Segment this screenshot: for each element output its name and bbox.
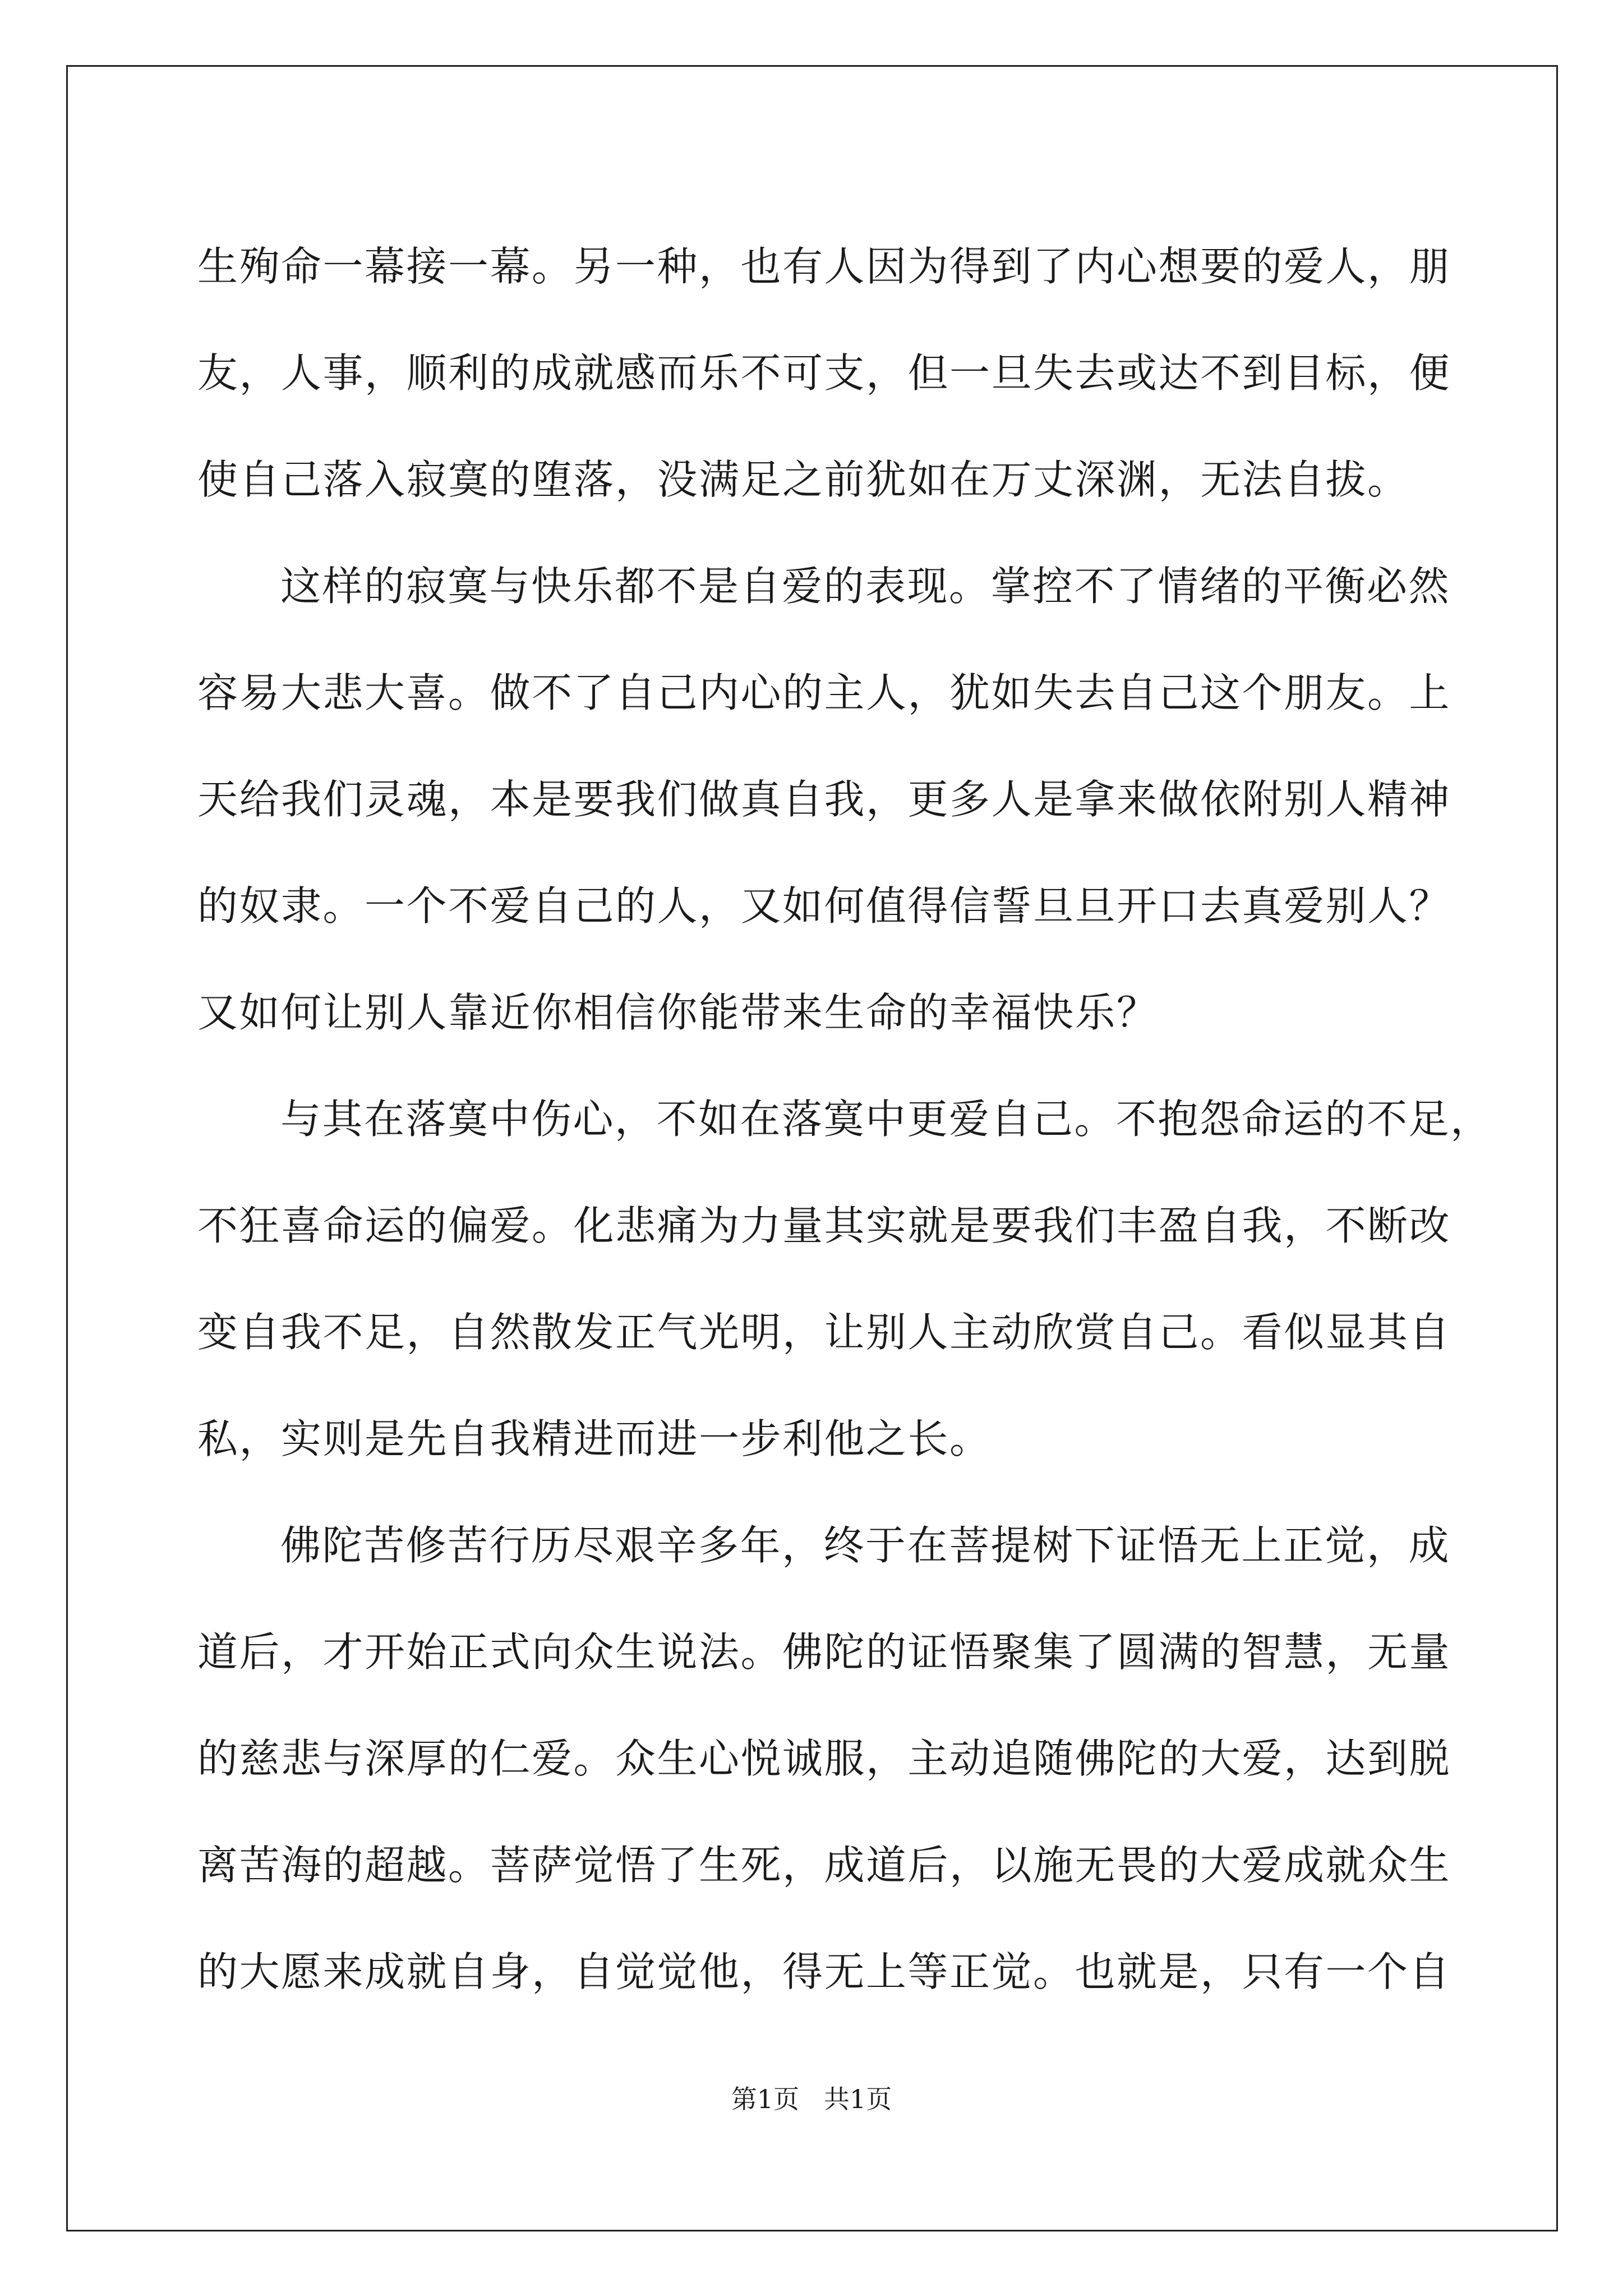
text-line: 又如何让别人靠近你相信你能带来生命的幸福快乐？ bbox=[197, 989, 1159, 1036]
text-line: 容易大悲大喜。做不了自己内心的主人，犹如失去自己这个朋友。上 bbox=[197, 669, 1451, 716]
text-line: 变自我不足，自然散发正气光明，让别人主动欣赏自己。看似显其自 bbox=[197, 1309, 1451, 1356]
paragraph-first-line: 佛陀苦修苦行历尽艰辛多年，终于在菩提树下证悟无上正觉，成 bbox=[280, 1522, 1451, 1569]
text-line: 的奴隶。一个不爱自己的人，又如何值得信誓旦旦开口去真爱别人？ bbox=[197, 882, 1451, 930]
paragraph-first-line: 与其在落寞中伤心，不如在落寞中更爱自己。不抱怨命运的不足， bbox=[280, 1096, 1492, 1143]
document-body bbox=[197, 213, 1492, 2025]
text-line: 天给我们灵魂，本是要我们做真自我，更多人是拿来做依附别人精神 bbox=[197, 776, 1451, 823]
text-line: 不狂喜命运的偏爱。化悲痛为力量其实就是要我们丰盈自我，不断改 bbox=[197, 1202, 1451, 1249]
text-line: 使自己落入寂寞的堕落，没满足之前犹如在万丈深渊，无法自拔。 bbox=[197, 456, 1409, 503]
text-line: 道后，才开始正式向众生说法。佛陀的证悟聚集了圆满的智慧，无量 bbox=[197, 1628, 1451, 1676]
text-line: 友，人事，顺利的成就感而乐不可支，但一旦失去或达不到目标，便 bbox=[197, 349, 1451, 397]
text-line: 生殉命一幕接一幕。另一种，也有人因为得到了内心想要的爱人，朋 bbox=[197, 243, 1451, 290]
text-line: 的大愿来成就自身，自觉觉他，得无上等正觉。也就是，只有一个自 bbox=[197, 1948, 1451, 1995]
paragraph-first-line: 这样的寂寞与快乐都不是自爱的表现。掌控不了情绪的平衡必然 bbox=[280, 563, 1451, 610]
text-line: 私，实则是先自我精进而进一步利他之长。 bbox=[197, 1415, 992, 1462]
text-line: 离苦海的超越。菩萨觉悟了生死，成道后，以施无畏的大爱成就众生 bbox=[197, 1842, 1451, 1889]
text-line: 的慈悲与深厚的仁爱。众生心悦诚服，主动追随佛陀的大爱，达到脱 bbox=[197, 1735, 1451, 1782]
page-footer bbox=[0, 2082, 1623, 2116]
page-number: 第1页 共1页 bbox=[731, 2084, 892, 2114]
